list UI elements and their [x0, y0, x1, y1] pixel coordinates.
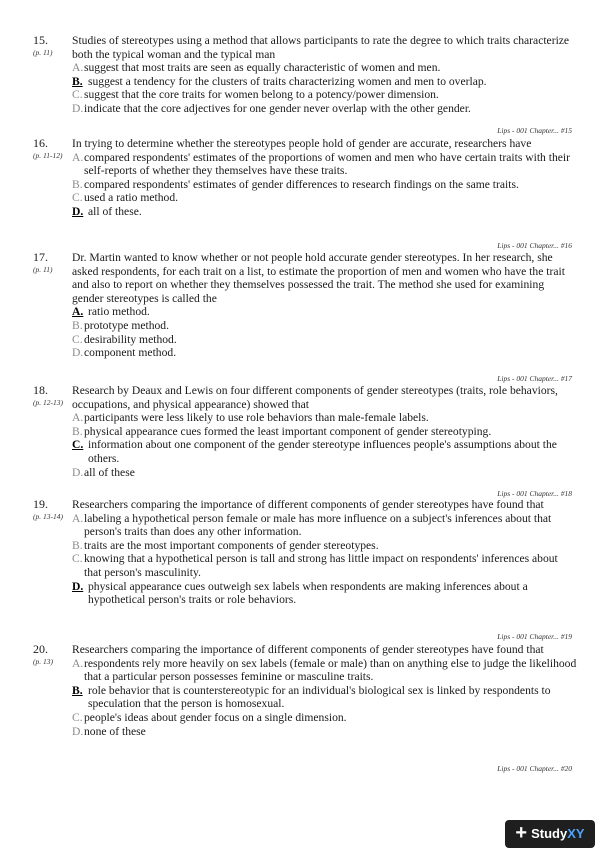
option-letter: D. — [72, 579, 84, 593]
answer-option — [72, 151, 578, 178]
question-stem: Researchers comparing the importance of different components of gender stereotypes have found that — [72, 498, 544, 511]
answer-option-correct — [72, 205, 578, 219]
option-letter: B. — [72, 177, 83, 191]
option-letter: B. — [72, 683, 83, 697]
option-text: role behavior that is counterstereotypic for an individual's biological sex is linked by respondents to speculation that the person is homosexual. — [88, 683, 551, 711]
option-text: information about one component of the gender stereotype influences people's assumptions about the others. — [88, 438, 557, 465]
option-letter: B. — [72, 318, 83, 332]
option-letter: C. — [72, 710, 83, 724]
answer-option — [72, 411, 578, 425]
question-block — [0, 34, 612, 116]
answer-options — [72, 512, 578, 607]
question-page-ref: (p. 11) — [33, 265, 53, 274]
option-letter: C. — [72, 191, 83, 205]
answer-option-correct — [72, 305, 578, 319]
question-source-ref: Lips - 001 Chapter... #20 — [497, 764, 572, 773]
answer-options — [72, 151, 578, 219]
option-text: respondents rely more heavily on sex labels (female or male) than on anything else to judge the likelihood that a particular person possesses feminine or masculine traits. — [84, 656, 577, 684]
option-letter: D. — [72, 101, 84, 115]
question-stem: Research by Deaux and Lewis on four different components of gender stereotypes (traits, role behaviors, occupations, and physical appearance) showed that — [72, 384, 558, 411]
option-text: suggest that most traits are seen as equally characteristic of women and men. — [84, 61, 441, 75]
answer-option — [72, 88, 578, 102]
answer-options — [72, 305, 578, 359]
answer-option — [72, 725, 578, 739]
option-text: indicate that the core adjectives for one gender never overlap with the other gender. — [84, 101, 471, 115]
question-source-ref: Lips - 001 Chapter... #16 — [497, 241, 572, 250]
option-letter: B. — [72, 74, 83, 88]
logo-text-accent: XY — [567, 826, 585, 842]
answer-option — [72, 425, 578, 439]
option-letter: D. — [72, 465, 84, 479]
option-text: physical appearance cues outweigh sex labels when respondents are making inferences about a hypothetical person's traits or role behaviors. — [88, 579, 528, 607]
plus-icon: + — [515, 822, 528, 844]
question-block — [0, 251, 612, 360]
option-text: compared respondents' estimates of the proportions of women and men who have certain traits with their self-reports of whether they themselves have these traits. — [84, 150, 570, 178]
option-text: suggest a tendency for the clusters of traits characterizing women and men to overlap. — [88, 74, 487, 88]
answer-option — [72, 333, 578, 347]
question-stem: Dr. Martin wanted to know whether or not people hold accurate gender stereotypes. In her research, she asked respondents, for each trait on a list, to estimate the proportion of men and women who have the trait and also to report on whether they themselves possessed the trait. The method she used for examining gender stereotypes is called the — [72, 251, 565, 305]
option-letter: A. — [72, 305, 84, 319]
answer-option — [72, 539, 578, 553]
option-letter: C. — [72, 332, 83, 346]
answer-option — [72, 711, 578, 725]
answer-option — [72, 346, 578, 360]
option-letter: D. — [72, 204, 84, 218]
question-page-ref: (p. 11-12) — [33, 151, 63, 160]
question-number: 17. — [33, 250, 48, 264]
option-letter: D. — [72, 724, 84, 738]
question-block — [0, 643, 612, 738]
question-source-ref: Lips - 001 Chapter... #15 — [497, 126, 572, 135]
option-letter: C. — [72, 88, 83, 102]
question-block — [0, 498, 612, 607]
answer-option — [72, 178, 578, 192]
option-letter: A. — [72, 411, 84, 425]
question-source-ref: Lips - 001 Chapter... #19 — [497, 632, 572, 641]
question-stem: Studies of stereotypes using a method that allows participants to rate the degree to which traits characterize both the typical woman and the typical man — [72, 34, 570, 61]
answer-option — [72, 191, 578, 205]
option-text: ratio method. — [88, 305, 150, 319]
answer-option — [72, 102, 578, 116]
answer-option — [72, 61, 578, 75]
answer-option-correct — [72, 580, 578, 607]
option-text: used a ratio method. — [84, 191, 179, 205]
answer-option — [72, 552, 578, 579]
studyxy-logo — [505, 820, 595, 848]
option-text: suggest that the core traits for women belong to a potency/power dimension. — [84, 88, 439, 102]
option-text: labeling a hypothetical person female or male has more influence on a subject's inferences about that person's traits than does any other information. — [84, 511, 552, 539]
option-text: compared respondents' estimates of gender differences to research findings on the same traits. — [84, 177, 519, 191]
logo-text: Study — [531, 826, 568, 842]
answer-option — [72, 512, 578, 539]
question-page-ref: (p. 11) — [33, 48, 53, 57]
option-text: people's ideas about gender focus on a single dimension. — [84, 710, 347, 724]
answer-option — [72, 466, 578, 480]
answer-option-correct — [72, 684, 578, 711]
question-stem: In trying to determine whether the stereotypes people hold of gender are accurate, researchers have — [72, 137, 532, 150]
option-text: desirability method. — [84, 332, 177, 346]
question-number: 19. — [33, 497, 48, 511]
option-letter: B. — [72, 424, 83, 438]
answer-options — [72, 61, 578, 115]
question-number: 18. — [33, 383, 48, 397]
question-page-ref: (p. 12-13) — [33, 398, 63, 407]
option-text: prototype method. — [84, 318, 170, 332]
answer-option — [72, 319, 578, 333]
answer-options — [72, 657, 578, 739]
option-letter: B. — [72, 538, 83, 552]
option-text: participants were less likely to use role behaviors than male-female labels. — [84, 411, 429, 425]
option-letter: A. — [72, 511, 84, 525]
option-text: knowing that a hypothetical person is tall and strong has little impact on respondents' inferences about that person's masculinity. — [84, 552, 558, 579]
option-letter: A. — [72, 61, 84, 75]
option-letter: A. — [72, 656, 84, 670]
answer-options — [72, 411, 578, 479]
option-letter: C. — [72, 552, 83, 566]
question-page-ref: (p. 13) — [33, 657, 53, 666]
answer-option-correct — [72, 75, 578, 89]
option-letter: C. — [72, 438, 84, 452]
question-page-ref: (p. 13-14) — [33, 512, 63, 521]
question-number: 20. — [33, 642, 48, 656]
question-block — [0, 137, 612, 219]
question-source-ref: Lips - 001 Chapter... #18 — [497, 489, 572, 498]
question-block — [0, 384, 612, 479]
option-letter: D. — [72, 346, 84, 360]
question-number: 15. — [33, 33, 48, 47]
question-stem: Researchers comparing the importance of different components of gender stereotypes have found that — [72, 643, 544, 656]
option-text: component method. — [84, 346, 177, 360]
option-text: physical appearance cues formed the least important component of gender stereotyping. — [84, 424, 492, 438]
option-text: all of these — [84, 465, 135, 479]
option-text: none of these — [84, 724, 146, 738]
option-letter: A. — [72, 150, 84, 164]
answer-option — [72, 657, 578, 684]
option-text: traits are the most important components of gender stereotypes. — [84, 538, 379, 552]
question-number: 16. — [33, 136, 48, 150]
answer-option-correct — [72, 438, 578, 465]
option-text: all of these. — [88, 204, 142, 218]
question-source-ref: Lips - 001 Chapter... #17 — [497, 374, 572, 383]
